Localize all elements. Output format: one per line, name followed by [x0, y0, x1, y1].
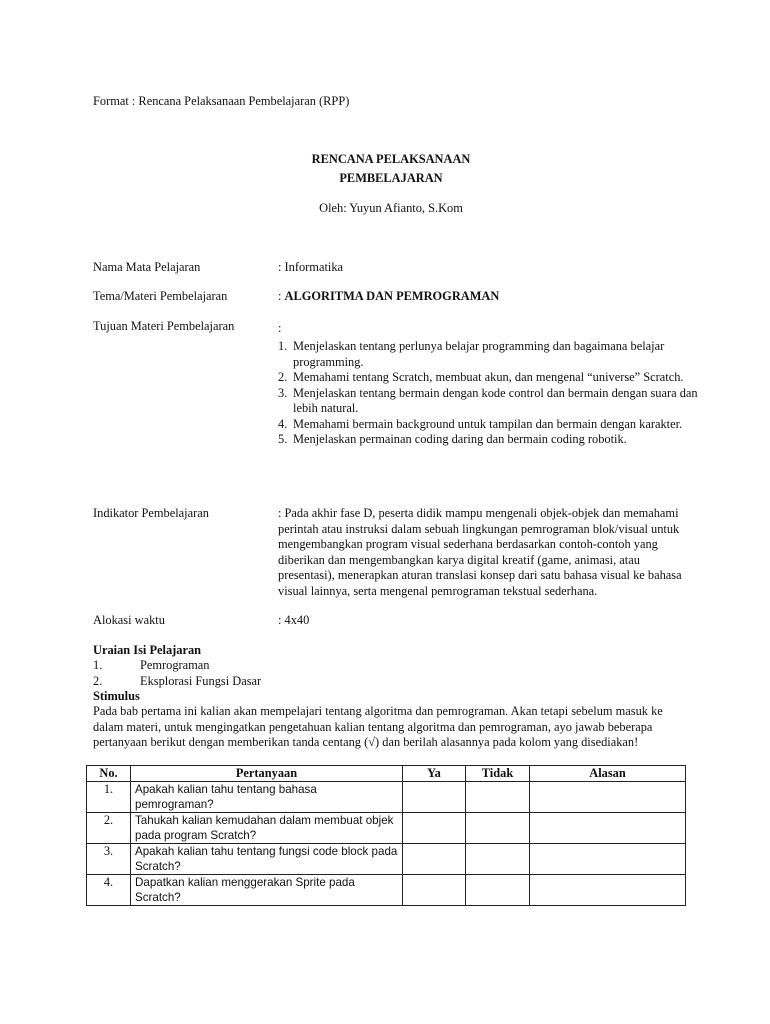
alokasi-value: : 4x40	[278, 613, 310, 627]
tidak-cell[interactable]	[466, 782, 530, 813]
tidak-cell[interactable]	[466, 813, 530, 844]
objectives-list	[278, 339, 698, 448]
ya-cell[interactable]	[403, 813, 466, 844]
header-tidak: Tidak	[466, 766, 530, 782]
ya-cell[interactable]	[403, 875, 466, 906]
alasan-cell[interactable]	[530, 844, 686, 875]
tidak-cell[interactable]	[466, 844, 530, 875]
ya-cell[interactable]	[403, 844, 466, 875]
table-row	[87, 844, 686, 875]
objective-number: 3.	[278, 385, 288, 400]
tema-value-row	[278, 289, 499, 305]
table-header-row	[87, 766, 686, 782]
tujuan-colon: :	[278, 321, 282, 335]
uraian-item-text: Pemrograman	[140, 658, 210, 672]
objective-text: Memahami bermain background untuk tampilan dan bermain dengan karakter.	[293, 416, 683, 431]
tujuan-label: Tujuan Materi Pembelajaran	[93, 319, 235, 333]
stimulus-text: Pada bab pertama ini kalian akan mempelajari tentang algoritma dan pemrograman. Akan tetapi sebelum masuk ke dalam materi, untuk mengingatkan pengetahuan kalian tentang algoritma dan pemrograman, ayo jawab beberapa pertanyaan berikut dengan memberikan tanda centang (√) dan berilah alasannya pada kolom yang disediakan!	[93, 704, 663, 749]
stimulus-heading: Stimulus	[93, 689, 140, 703]
uraian-item-text: Eksplorasi Fungsi Dasar	[140, 674, 262, 688]
row-number: 3.	[87, 844, 131, 875]
ya-cell[interactable]	[403, 782, 466, 813]
alasan-cell[interactable]	[530, 782, 686, 813]
title-line-1: RENCANA PELAKSANAAN	[311, 152, 471, 166]
mapel-value: : Informatika	[278, 260, 344, 274]
mapel-label: Nama Mata Pelajaran	[93, 260, 201, 274]
tema-value: ALGORITMA DAN PEMROGRAMAN	[284, 289, 500, 303]
objective-item	[278, 370, 698, 386]
uraian-item-number: 2.	[93, 674, 103, 688]
objective-item	[278, 386, 698, 417]
table-row	[87, 782, 686, 813]
question-text: Tahukah kalian kemudahan dalam membuat objek pada program Scratch?	[131, 813, 403, 844]
header-ya: Ya	[403, 766, 466, 782]
question-text: Apakah kalian tahu tentang fungsi code block pada Scratch?	[131, 844, 403, 875]
row-number: 4.	[87, 875, 131, 906]
objective-number: 4.	[278, 416, 288, 431]
uraian-item-number: 1.	[93, 658, 103, 672]
table-row	[87, 875, 686, 906]
uraian-heading: Uraian Isi Pelajaran	[93, 643, 202, 657]
question-table	[86, 765, 686, 906]
objective-text: Menjelaskan tentang bermain dengan kode control dan bermain dengan suara dan lebih natural.	[293, 385, 698, 415]
tidak-cell[interactable]	[466, 875, 530, 906]
tema-prefix: :	[278, 289, 285, 303]
header-pertanyaan: Pertanyaan	[131, 766, 403, 782]
objective-text: Memahami tentang Scratch, membuat akun, dan mengenal “universe” Scratch.	[293, 370, 684, 384]
objective-text: Menjelaskan tentang perlunya belajar programming dan bagaimana belajar programming.	[293, 339, 665, 369]
header-alasan: Alasan	[530, 766, 686, 782]
row-number: 2.	[87, 813, 131, 844]
table-row	[87, 813, 686, 844]
objective-item	[278, 339, 698, 370]
question-text: Dapatkan kalian menggerakan Sprite pada Scratch?	[131, 875, 403, 906]
question-text: Apakah kalian tahu tentang bahasa pemrograman?	[131, 782, 403, 813]
objective-number: 5.	[278, 432, 288, 446]
title-line-2: PEMBELAJARAN	[339, 171, 443, 185]
author-line: Oleh: Yuyun Afianto, S.Kom	[319, 201, 463, 215]
header-no: No.	[87, 766, 131, 782]
alokasi-label: Alokasi waktu	[93, 613, 165, 627]
objective-item	[278, 417, 698, 433]
row-number: 1.	[87, 782, 131, 813]
objective-text: Menjelaskan permainan coding daring dan bermain coding robotik.	[293, 432, 627, 446]
alasan-cell[interactable]	[530, 813, 686, 844]
indikator-text: : Pada akhir fase D, peserta didik mampu mengenali objek-objek dan memahami perintah atau instruksi dalam sebuah lingkungan pemrograman blok/visual untuk mengembangkan program visual sederhana berdasarkan contoh-contoh yang diberikan dan mengembangkan karya digital kreatif (game, animasi, atau presentasi), menerapkan aturan translasi konsep dari satu bahasa visual ke bahasa visual lainnya, serta mengenal pemrograman tekstual sederhana.	[278, 506, 682, 598]
objective-item	[278, 432, 698, 448]
alasan-cell[interactable]	[530, 875, 686, 906]
format-line: Format : Rencana Pelaksanaan Pembelajaran (RPP)	[93, 94, 350, 108]
indikator-label: Indikator Pembelajaran	[93, 506, 209, 520]
tema-label: Tema/Materi Pembelajaran	[93, 289, 228, 303]
objective-number: 2.	[278, 370, 288, 384]
objective-number: 1.	[278, 339, 288, 353]
